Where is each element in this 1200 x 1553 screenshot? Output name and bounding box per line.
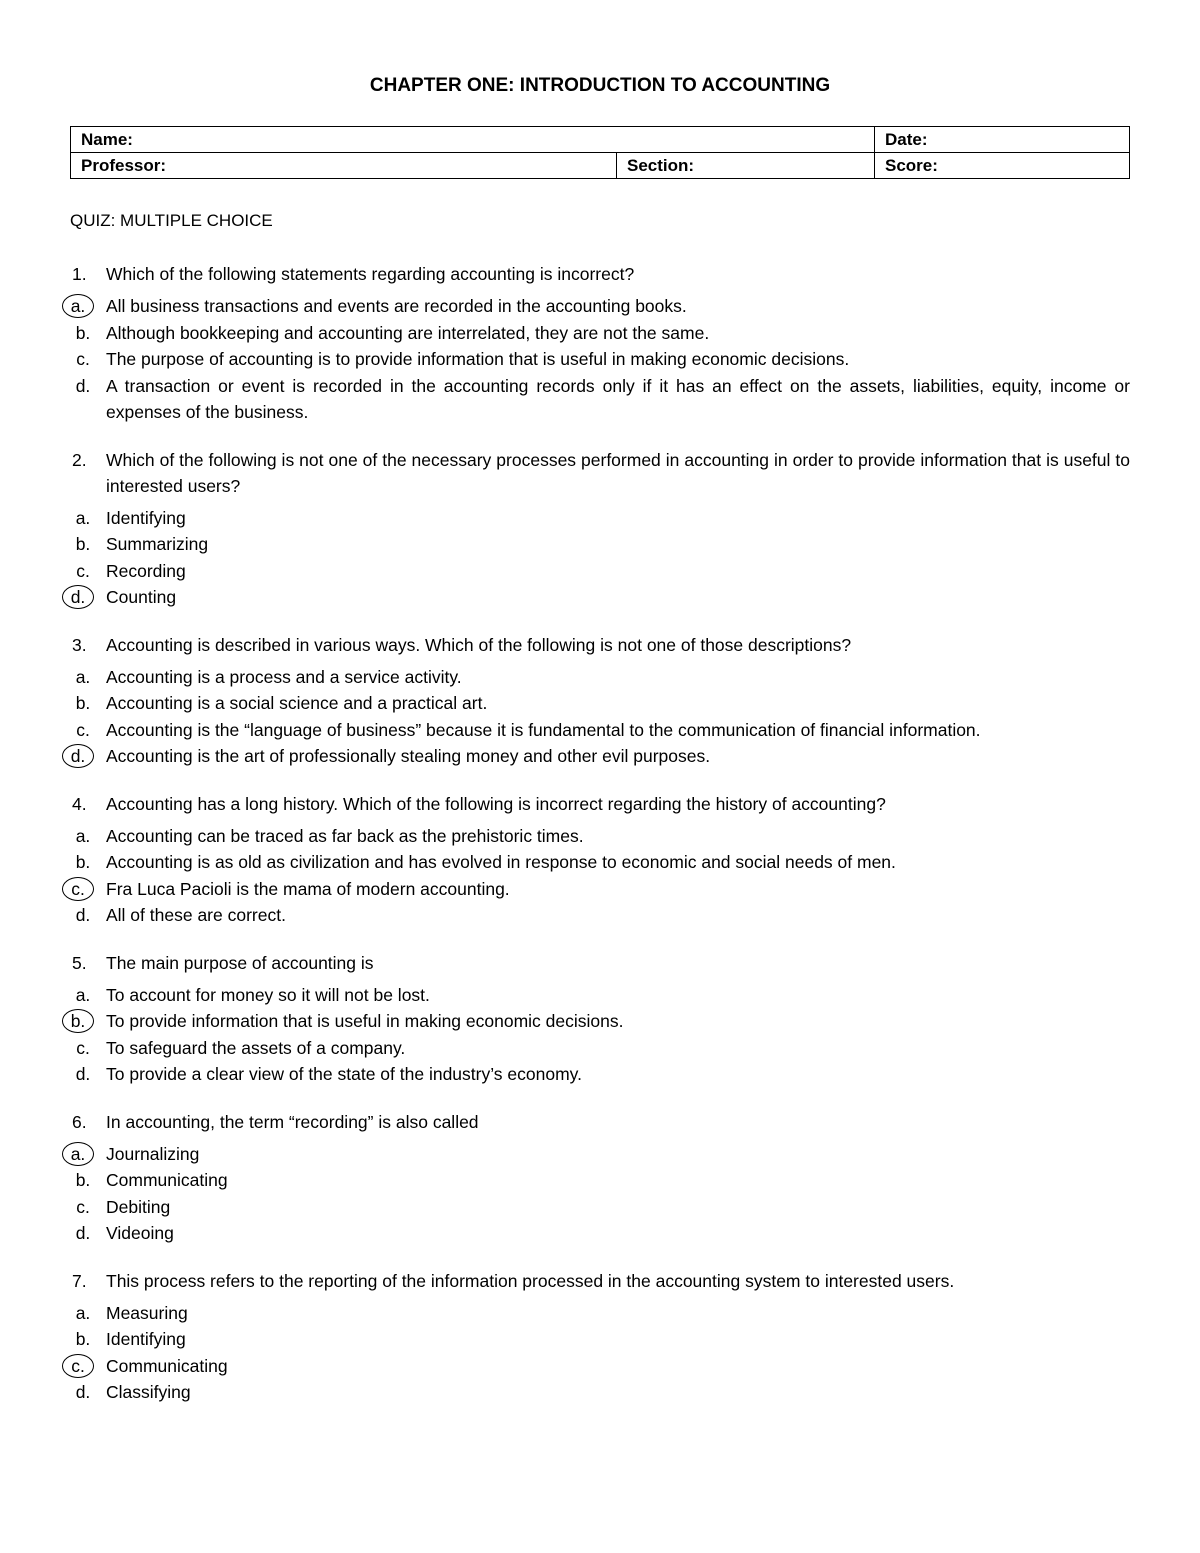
professor-field[interactable]: Professor: [71,153,617,179]
option-text: Counting [106,587,177,607]
question-number: 5. [72,952,87,973]
question-text: The main purpose of accounting is [106,952,374,973]
question-text: Which of the following statements regarding accounting is incorrect? [106,264,635,284]
answer-option[interactable] [70,982,1130,1009]
question-stem [70,950,1130,976]
question-stem [70,1268,1130,1294]
question-number: 1. [72,264,87,284]
option-text: Identifying [106,1329,186,1349]
question-text: Accounting has a long history. Which of the following is incorrect regarding the history of accounting? [106,793,886,814]
question-stem [70,447,1130,499]
answer-option[interactable] [70,1008,1130,1035]
option-text: Measuring [106,1302,188,1323]
question-block [70,1109,1130,1247]
option-text: Summarizing [106,534,209,554]
option-text: Debiting [106,1196,171,1217]
option-text: Accounting is a process and a service activity. [106,666,462,687]
option-letter: c. [76,1196,90,1217]
answer-option[interactable] [70,690,1130,717]
option-text: Journalizing [106,1143,200,1164]
option-text: To provide a clear view of the state of the industry’s economy. [106,1064,582,1084]
question-block [70,791,1130,929]
student-info-table [70,126,1130,179]
answer-option[interactable] [70,1353,1130,1380]
question-stem [70,791,1130,817]
answer-option[interactable] [70,293,1130,320]
option-text: Accounting can be traced as far back as the prehistoric times. [106,825,584,846]
option-text: To provide information that is useful in making economic decisions. [106,1011,624,1031]
question-text: Accounting is described in various ways. Which of the following is not one of those descriptions? [106,634,852,655]
section-field[interactable]: Section: [617,153,875,179]
option-letter: b. [75,322,91,343]
option-text: Communicating [106,1170,228,1190]
option-letter: d. [75,905,91,925]
question-text: This process refers to the reporting of the information processed in the accounting system to interested users. [106,1270,955,1291]
answer-option[interactable] [70,823,1130,850]
question-stem [70,261,1130,287]
date-field[interactable]: Date: [875,127,1130,153]
question-number: 4. [72,793,87,814]
answer-option[interactable] [70,717,1130,744]
answer-option[interactable] [70,1141,1130,1168]
question-block [70,632,1130,770]
option-text: All business transactions and events are recorded in the accounting books. [106,296,687,316]
option-text: Fra Luca Pacioli is the mama of modern accounting. [106,878,510,899]
circled-answer-letter: a. [62,1142,94,1166]
question-number: 6. [72,1111,87,1132]
answer-option[interactable] [70,1167,1130,1194]
question-text: Which of the following is not one of the necessary processes performed in accounting in order to provide information that is useful to interested users? [106,449,1130,496]
name-field[interactable]: Name: [71,127,875,153]
option-text: Identifying [106,507,186,528]
question-block [70,261,1130,426]
question-number: 7. [72,1270,87,1291]
answer-option[interactable] [70,320,1130,347]
question-stem [70,1109,1130,1135]
section-heading: QUIZ: MULTIPLE CHOICE [70,211,273,230]
answer-option[interactable] [70,584,1130,611]
answer-option[interactable] [70,876,1130,903]
answer-option[interactable] [70,743,1130,770]
option-text: Although bookkeeping and accounting are interrelated, they are not the same. [106,322,710,343]
answer-option[interactable] [70,664,1130,691]
circled-answer-letter: b. [62,1009,94,1033]
option-letter: d. [75,375,91,396]
answer-option[interactable] [70,902,1130,929]
answer-option[interactable] [70,1061,1130,1088]
option-letter: b. [75,852,91,872]
option-letter: b. [75,534,91,554]
option-letter: a. [75,825,91,846]
circled-answer-letter: c. [62,1354,94,1378]
option-text: Videoing [106,1223,174,1243]
option-letter: a. [75,984,91,1005]
option-text: To account for money so it will not be lost. [106,984,430,1005]
option-letter: b. [75,693,91,713]
option-text: A transaction or event is recorded in the accounting records only if it has an effect on the assets, liabilities, equity, income or expenses of the business. [106,375,1130,422]
score-field[interactable]: Score: [875,153,1130,179]
question-list [70,261,1130,1427]
option-letter: a. [75,666,91,687]
option-letter: a. [75,507,91,528]
option-text: Accounting is the art of professionally stealing money and other evil purposes. [106,746,711,766]
question-text: In accounting, the term “recording” is also called [106,1111,479,1132]
option-letter: c. [76,1037,90,1058]
option-text: Accounting is a social science and a practical art. [106,693,488,713]
question-number: 3. [72,634,87,655]
question-block [70,447,1130,611]
option-letter: b. [75,1329,91,1349]
option-text: Accounting is the “language of business” because it is fundamental to the communication of financial information. [106,719,981,740]
answer-option[interactable] [70,558,1130,585]
page-title: CHAPTER ONE: INTRODUCTION TO ACCOUNTING [369,75,831,96]
answer-option[interactable] [70,1035,1130,1062]
answer-option[interactable] [70,531,1130,558]
option-text: To safeguard the assets of a company. [106,1037,406,1058]
question-block [70,950,1130,1088]
answer-option[interactable] [70,346,1130,373]
option-letter: d. [75,1382,91,1402]
option-letter: a. [75,1302,91,1323]
circled-answer-letter: d. [62,744,94,768]
option-text: Communicating [106,1355,228,1376]
question-block [70,1268,1130,1406]
option-letter: d. [75,1223,91,1243]
circled-answer-letter: c. [62,877,94,901]
answer-option[interactable] [70,849,1130,876]
option-letter: b. [75,1170,91,1190]
option-letter: c. [76,719,90,740]
answer-option[interactable] [70,505,1130,532]
answer-option[interactable] [70,1300,1130,1327]
option-letter: c. [76,560,90,581]
answer-option[interactable] [70,1326,1130,1353]
answer-option[interactable] [70,373,1130,426]
option-letter: d. [75,1064,91,1084]
option-text: All of these are correct. [106,905,286,925]
answer-option[interactable] [70,1194,1130,1221]
option-letter: c. [76,349,90,369]
answer-option[interactable] [70,1220,1130,1247]
circled-answer-letter: d. [62,585,94,609]
option-text: The purpose of accounting is to provide information that is useful in making economic decisions. [106,349,850,369]
question-number: 2. [72,449,87,470]
answer-option[interactable] [70,1379,1130,1406]
option-text: Accounting is as old as civilization and has evolved in response to economic and social needs of men. [106,852,896,872]
option-text: Recording [106,560,186,581]
question-stem [70,632,1130,658]
option-text: Classifying [106,1382,191,1402]
circled-answer-letter: a. [62,294,94,318]
